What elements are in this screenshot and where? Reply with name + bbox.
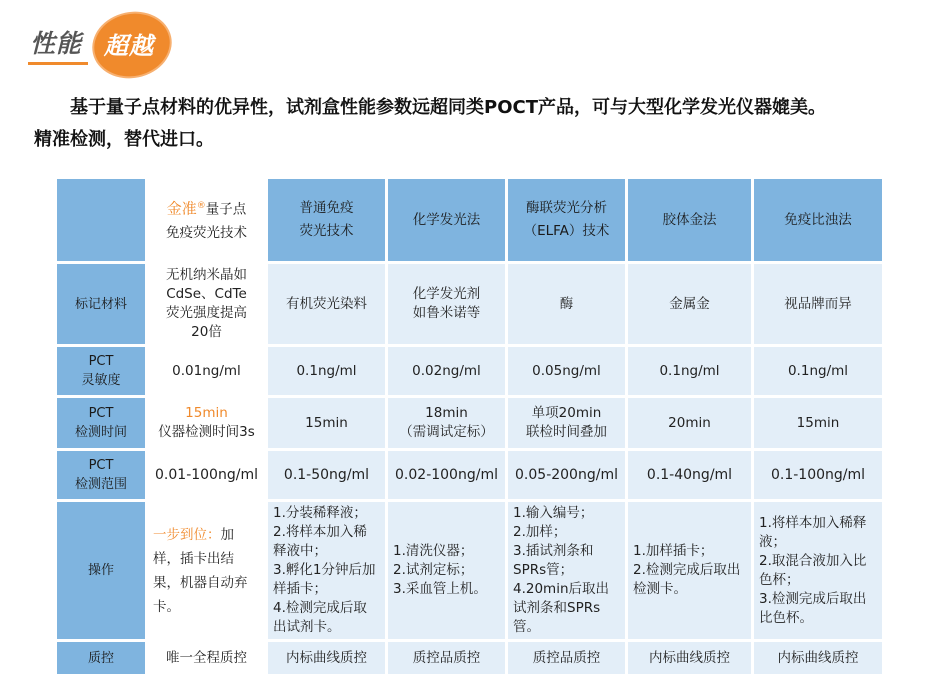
table-cell: [388, 347, 505, 395]
col-header-chemiluminescence: [388, 179, 505, 261]
row-header: [57, 347, 145, 395]
table-cell: [754, 347, 882, 395]
cell-line: 15min: [796, 414, 840, 431]
table-cell: [268, 398, 385, 448]
table-cell: [268, 502, 385, 639]
cell-line: 1.分装稀释液；: [273, 505, 367, 521]
cell-line: 2.取混合液加入比色杯；: [759, 552, 867, 588]
row-header-text: 检测范围: [74, 477, 127, 492]
cell-line: 化学发光剂: [412, 286, 481, 302]
table-cell: [388, 398, 505, 448]
col-header-colloidal-gold: [628, 179, 751, 261]
cell-line: 唯一全程质控: [166, 649, 247, 666]
row-header: [57, 451, 145, 499]
table-row: [57, 398, 882, 448]
table-cell: [268, 642, 385, 674]
title-underline: [28, 62, 88, 65]
table-cell: [388, 502, 505, 639]
cell-line: 有机荧光染料: [286, 295, 367, 312]
cell-line: 1.将样本加入稀释液；: [759, 514, 867, 550]
table-cell: [508, 451, 625, 499]
col-header-turbidimetry: [754, 179, 882, 261]
registered-mark: ®: [196, 201, 206, 212]
table-cell: [388, 264, 505, 344]
table-cell: [148, 264, 265, 344]
table-cell: [628, 347, 751, 395]
cell-line: 1.清洗仪器；: [393, 543, 474, 559]
cell-line: 酶: [559, 295, 574, 312]
row-header-text: PCT: [88, 406, 114, 421]
cell-line: 15min: [185, 405, 228, 421]
row-header-text: 标记材料: [74, 296, 127, 312]
cell-line: 质控品质控: [412, 649, 481, 666]
cell-line: 0.01-100ng/ml: [155, 466, 258, 483]
cell-line: 3.检测完成后取出比色杯。: [759, 590, 867, 626]
comparison-table: [54, 176, 885, 677]
col-header-text: 免疫荧光技术: [166, 224, 247, 241]
intro-line-2: 精准检测，替代进口。: [34, 129, 214, 150]
table-cell: [508, 347, 625, 395]
cell-line: （需调试定标）: [399, 424, 494, 440]
col-header-text: 胶体金法: [662, 211, 717, 228]
cell-line: 仪器检测时间3s: [158, 424, 255, 440]
intro-text: [34, 92, 934, 156]
cell-line: 0.05-200ng/ml: [515, 466, 618, 483]
table-cell: [268, 347, 385, 395]
table-cell: [754, 642, 882, 674]
cell-line: 金属金: [669, 295, 710, 312]
cell-line: 0.1-100ng/ml: [770, 466, 866, 483]
table-cell: [754, 502, 882, 639]
brand-name: 金准: [166, 199, 197, 218]
table-cell: [268, 451, 385, 499]
cell-line: 2.加样；: [513, 524, 567, 540]
table-cell: [628, 264, 751, 344]
table-cell: [754, 451, 882, 499]
table-cell: [148, 502, 265, 639]
cell-line: 单项20min: [531, 405, 602, 421]
table-cell: [754, 264, 882, 344]
cell-line: CdSe、CdTe: [166, 286, 247, 302]
row-header: [57, 502, 145, 639]
cell-line: 质控品质控: [532, 649, 601, 666]
cell-line: 3.插试剂条和SPRs管；: [513, 543, 594, 578]
cell-line: 18min: [425, 405, 468, 421]
table-cell: [148, 398, 265, 448]
cell-line: 3.孵化1分钟后加样插卡；: [273, 562, 376, 597]
row-header-text: PCT: [88, 458, 114, 473]
col-header-quantum-dot: [148, 179, 265, 261]
table-cell: [628, 642, 751, 674]
table-cell: [508, 398, 625, 448]
cell-line: 荧光强度提高: [166, 305, 247, 321]
cell-line: 无机纳米晶如: [166, 267, 247, 283]
col-header-text: （ELFA）技术: [523, 223, 610, 239]
table-cell: [268, 264, 385, 344]
table-row: [57, 642, 882, 674]
cell-line: 如鲁米诺等: [412, 305, 481, 321]
cell-line: 0.1ng/ml: [659, 362, 720, 379]
row-header-text: 检测时间: [74, 425, 127, 440]
col-header-elfa: [508, 179, 625, 261]
section-title: 性能: [30, 29, 83, 58]
table-cell: [148, 642, 265, 674]
row-header: [57, 264, 145, 344]
col-header-fluorescence: [268, 179, 385, 261]
cell-line: 0.1-40ng/ml: [646, 466, 733, 483]
cell-line: 加样，插卡出结果，机器自动弃卡。: [153, 526, 248, 615]
cell-line: 4.20min后取出试剂条和SPRs管。: [513, 581, 610, 635]
row-header-text: 灵敏度: [81, 373, 121, 388]
row-header-text: 质控: [87, 650, 114, 666]
cell-line: 2.试剂定标；: [393, 562, 474, 578]
col-header-text: 酶联荧光分析: [526, 200, 607, 216]
cell-line: 0.1-50ng/ml: [283, 466, 370, 483]
table-row: [57, 451, 882, 499]
intro-line-1: 基于量子点材料的优异性，试剂盒性能参数远超同类POCT产品，可与大型化学发光仪器媲美。: [70, 97, 826, 118]
corner-cell: [57, 179, 145, 261]
cell-line: 视品牌而异: [784, 295, 852, 312]
cell-line: 2.将样本加入稀释液中；: [273, 524, 367, 559]
table-cell: [628, 451, 751, 499]
cell-line: 0.05ng/ml: [532, 362, 601, 379]
col-header-text: 普通免疫: [299, 200, 354, 216]
table-header-row: [57, 179, 882, 261]
table-cell: [148, 451, 265, 499]
col-header-text: 化学发光法: [412, 211, 481, 228]
table-row: [57, 502, 882, 639]
table-row: [57, 347, 882, 395]
row-header: [57, 642, 145, 674]
cell-line: 3.采血管上机。: [393, 581, 487, 597]
table-cell: [388, 451, 505, 499]
table-cell: [754, 398, 882, 448]
col-header-text: 量子点: [205, 201, 247, 218]
col-header-text: 荧光技术: [299, 223, 354, 239]
cell-line: 内标曲线质控: [286, 649, 367, 666]
badge-text: 超越: [104, 32, 154, 60]
cell-line: 1.加样插卡；: [633, 543, 714, 559]
table-cell: [508, 502, 625, 639]
section-header: [18, 8, 218, 78]
cell-line: 20min: [668, 414, 711, 431]
cell-line: 4.检测完成后取出试剂卡。: [273, 600, 367, 635]
cell-line: 内标曲线质控: [777, 649, 859, 666]
cell-line: 15min: [305, 414, 348, 431]
row-header-text: PCT: [88, 354, 114, 369]
table-cell: [628, 502, 751, 639]
cell-line: 0.02ng/ml: [412, 362, 481, 379]
col-header-text: 免疫比浊法: [784, 211, 852, 228]
cell-line: 内标曲线质控: [649, 649, 730, 666]
table-cell: [148, 347, 265, 395]
table-cell: [388, 642, 505, 674]
table-cell: [628, 398, 751, 448]
row-header-text: 操作: [87, 563, 114, 578]
cell-line: 20倍: [191, 324, 222, 340]
cell-line: 一步到位：: [153, 526, 221, 543]
table-cell: [508, 642, 625, 674]
cell-line: 2.检测完成后取出检测卡。: [633, 562, 741, 597]
table-row: [57, 264, 882, 344]
cell-line: 1.输入编号；: [513, 505, 594, 521]
cell-line: 0.1ng/ml: [787, 362, 849, 379]
row-header: [57, 398, 145, 448]
cell-line: 0.1ng/ml: [296, 362, 357, 379]
cell-line: 0.02-100ng/ml: [395, 466, 498, 483]
cell-line: 联检时间叠加: [526, 424, 607, 440]
cell-line: 0.01ng/ml: [172, 362, 241, 379]
table-cell: [508, 264, 625, 344]
